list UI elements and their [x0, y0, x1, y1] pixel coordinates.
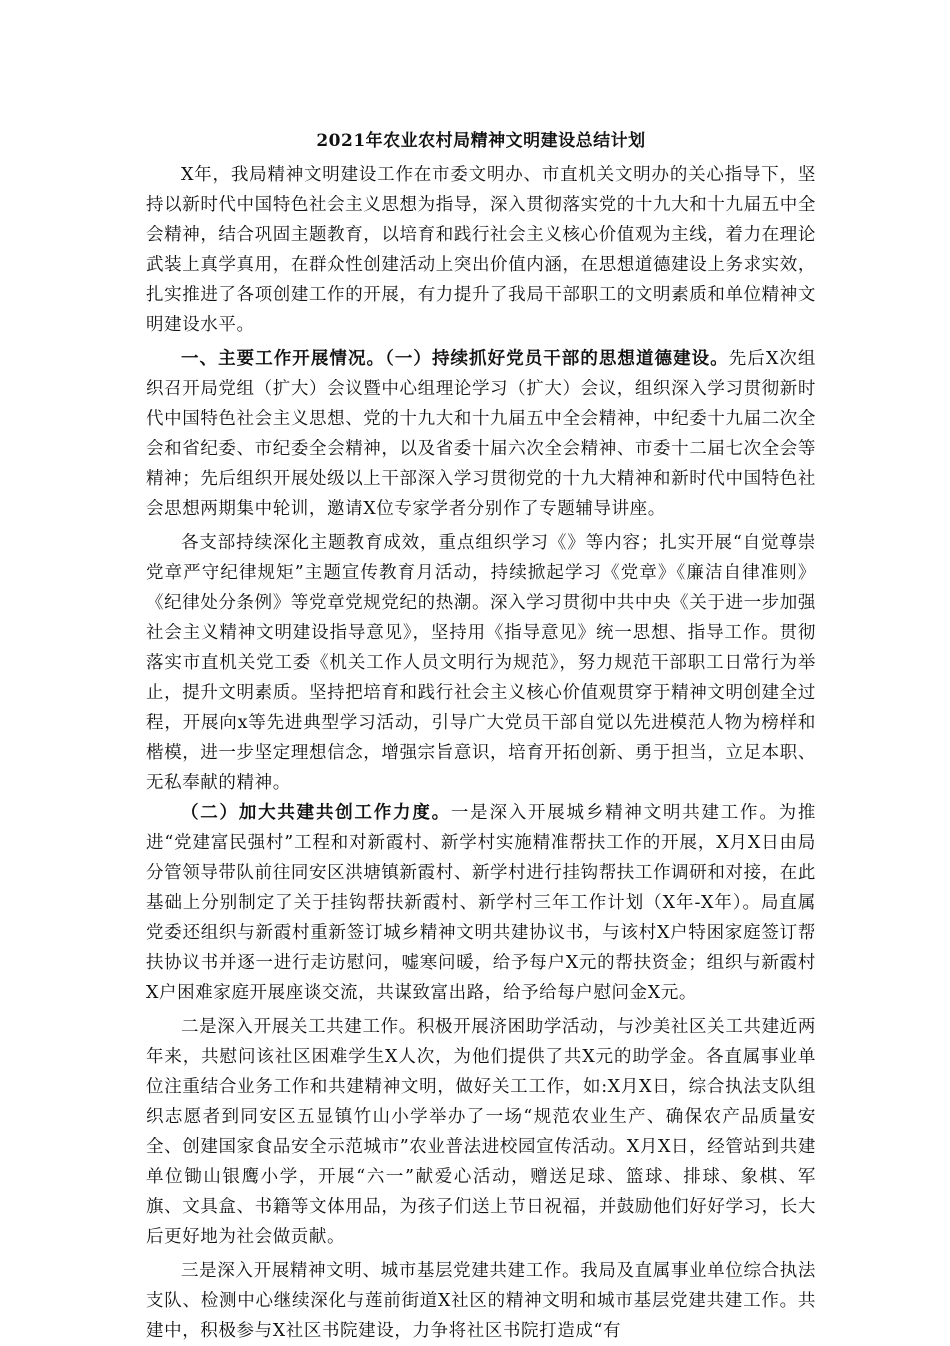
paragraph-text: X年，我局精神文明建设工作在市委文明办、市直机关文明办的关心指导下，坚持以新时代中国特色社会主义思想为指导，深入贯彻落实党的十九大和十九届五中全会精神，结合巩固主题教育，以培育和践行社会主义核心价值观为主线，着力在理论武装上真学真用，在群众性创建活动上突出价值内涵，在思想道德建设上务求实效，扎实推进了各项创建工作的开展，有力提升了我局干部职工的文明素质和单位精神文明建设水平。 — [146, 165, 816, 335]
paragraph-section-2 — [146, 798, 816, 1008]
document-page — [146, 126, 816, 1346]
paragraph-text: 先后X次组织召开局党组（扩大）会议暨中心组理论学习（扩大）会议，组织深入学习贯彻新时代中国特色社会主义思想、党的十九大和十九届五中全会精神，中纪委十九届二次全会和省纪委、市纪委全会精神，以及省委十届六次全会精神、市委十二届七次全会等精神；先后组织开展处级以上干部深入学习贯彻党的十九大精神和新时代中国特色社会思想两期集中轮训，邀请X位专家学者分别作了专题辅导讲座。 — [146, 349, 816, 519]
paragraph-intro — [146, 160, 816, 340]
paragraph-community-party — [146, 1256, 816, 1346]
paragraph-text: 一是深入开展城乡精神文明共建工作。为推进“党建富民强村”工程和对新霞村、新学村实施精准帮扶工作的开展，X月X日由局分管领导带队前往同安区洪塘镇新霞村、新学村进行挂钩帮扶工作调研和对接，在此基础上分别制定了关于挂钩帮扶新霞村、新学村三年工作计划（X年-X年）。局直属党委还组织与新霞村重新签订城乡精神文明共建协议书，与该村X户特困家庭签订帮扶协议书并逐一进行走访慰问，嘘寒问暖，给予每户X元的帮扶资金；组织与新霞村X户困难家庭开展座谈交流，共谋致富出路，给予给每户慰问金X元。 — [146, 803, 816, 1003]
paragraph-text: 二是深入开展关工共建工作。积极开展济困助学活动，与沙美社区关工共建近两年来，共慰问该社区困难学生X人次，为他们提供了共X元的助学金。各直属事业单位注重结合业务工作和共建精神文明，做好关工工作，如:X月X日，综合执法支队组织志愿者到同安区五显镇竹山小学举办了一场“规范农业生产、确保农产品质量安全、创建国家食品安全示范城市”农业普法进校园宣传活动。X月X日，经管站到共建单位锄山银鹰小学，开展“六一”献爱心活动，赠送足球、篮球、排球、象棋、军旗、文具盒、书籍等文体用品，为孩子们送上节日祝福，并鼓励他们好好学习，长大后更好地为社会做贡献。 — [146, 1017, 816, 1247]
paragraph-text: 各支部持续深化主题教育成效，重点组织学习《》等内容；扎实开展“自觉尊崇党章严守纪律规矩”主题宣传教育月活动，持续掀起学习《党章》《廉洁自律准则》《纪律处分条例》等党章党规党纪的热潮。深入学习贯彻中共中央《关于进一步加强社会主义精神文明建设指导意见》，坚持用《指导意见》统一思想、指导工作。贯彻落实市直机关党工委《机关工作人员文明行为规范》，努力规范干部职工日常行为举止，提升文明素质。坚持把培育和践行社会主义核心价值观贯穿于精神文明创建全过程，开展向x等先进典型学习活动，引导广大党员干部自觉以先进模范人物为榜样和楷模，进一步坚定理想信念，增强宗旨意识，培育开拓创新、勇于担当，立足本职、无私奉献的精神。 — [146, 533, 816, 793]
section-heading: 一、主要工作开展情况。（一）持续抓好党员干部的思想道德建设。 — [181, 349, 729, 369]
section-heading: （二）加大共建共创工作力度。 — [181, 803, 451, 823]
paragraph-text: 三是深入开展精神文明、城市基层党建共建工作。我局及直属事业单位综合执法支队、检测中心继续深化与莲前街道X社区的精神文明和城市基层党建共建工作。共建中，积极参与X社区书院建设，力争将社区书院打造成“有 — [146, 1261, 816, 1341]
paragraph-youth-care — [146, 1012, 816, 1252]
paragraph-branch-study — [146, 528, 816, 798]
document-title: 2021年农业农村局精神文明建设总结计划 — [316, 131, 646, 151]
paragraph-section-1 — [146, 344, 816, 524]
